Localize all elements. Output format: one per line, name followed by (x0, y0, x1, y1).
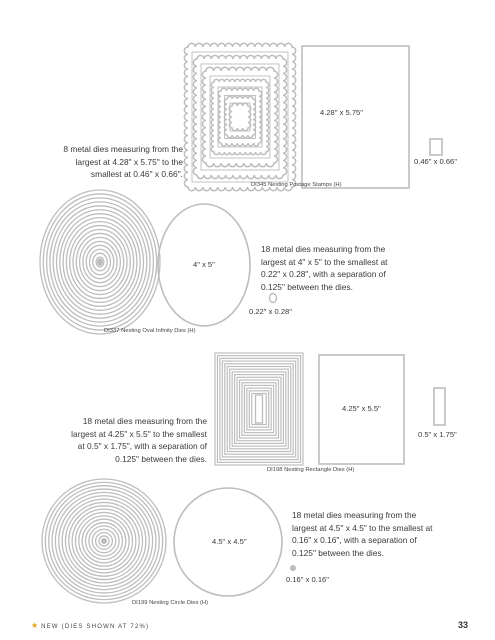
footer-note (31, 621, 149, 630)
rectangle-nest-die (230, 369, 289, 449)
rectangle-nest-center (256, 395, 263, 423)
circle-product-caption: DI199 Nesting Circle Dies (H) (132, 600, 209, 606)
postage-stamp-smallest-die-image (430, 139, 442, 155)
oval-description: 18 metal dies measuring from the largest at 4" x 5" to the smallest at 0.22" x 0.28", with a separation of 0.125" between the dies. (261, 244, 388, 292)
oval-nest-center (97, 258, 103, 266)
postage-stamp-nest-die (193, 55, 286, 178)
postage-stamp-largest-size-label: 4.28" x 5.75" (320, 108, 363, 117)
oval-smallest-die-image (270, 294, 277, 303)
circle-nest-die-image (42, 479, 166, 603)
postage-stamp-nest-frame (230, 103, 250, 131)
postage-stamp-largest-die-image (302, 46, 409, 188)
page-number: 33 (458, 620, 469, 630)
postage-stamp-nest-die-image (184, 43, 295, 190)
postage-stamp-nest-die (229, 103, 251, 130)
circle-smallest-size-label: 0.16" x 0.16" (286, 575, 329, 584)
oval-largest-size-label: 4" x 5" (193, 260, 215, 269)
star-icon: ★ (31, 621, 39, 630)
circle-description: 18 metal dies measuring from the largest at 4.5" x 4.5" to the smallest at 0.16" x 0.16", with a separation of 0.125" between the dies. (292, 510, 433, 558)
postage-stamp-nest-frame (225, 96, 256, 139)
rectangle-nest-die-image (215, 353, 303, 465)
oval-product-caption: DI337 Nesting Oval Infinity Dies (H) (104, 328, 196, 334)
rectangle-nest-die (237, 377, 281, 440)
circle-smallest-die-image (290, 565, 296, 571)
circle-nest-center (101, 538, 107, 544)
oval-smallest-size-label: 0.22" x 0.28" (249, 307, 292, 316)
rectangle-smallest-size-label: 0.5" x 1.75" (418, 430, 457, 439)
circle-largest-size-label: 4.5" x 4.5" (212, 537, 247, 546)
rectangle-nest-die (240, 380, 279, 438)
rectangle-description: 18 metal dies measuring from the largest at 4.25" x 5.5" to the smallest at 0.5" x 1.75", with a separation of 0.125" between the dies. (71, 416, 207, 464)
rectangle-smallest-die-image (434, 388, 445, 425)
postage-stamp-smallest-size-label: 0.46" x 0.66" (414, 157, 457, 166)
postage-stamp-description: 8 metal dies measuring from the largest at 4.28" x 5.75" to the smallest at 0.46" x 0.66". (63, 144, 183, 180)
footer-note-text: NEW (DIES SHOWN AT 72%) (41, 624, 150, 630)
rectangle-product-caption: DI198 Nesting Rectangle Dies (H) (267, 467, 355, 473)
rectangle-nest-die (222, 361, 295, 457)
rectangle-largest-size-label: 4.25" x 5.5" (342, 404, 381, 413)
rectangle-nest-die (252, 394, 267, 425)
oval-nest-die-image (40, 190, 160, 334)
postage-stamp-product-caption: DI345 Nesting Postage Stamps (H) (251, 182, 342, 188)
